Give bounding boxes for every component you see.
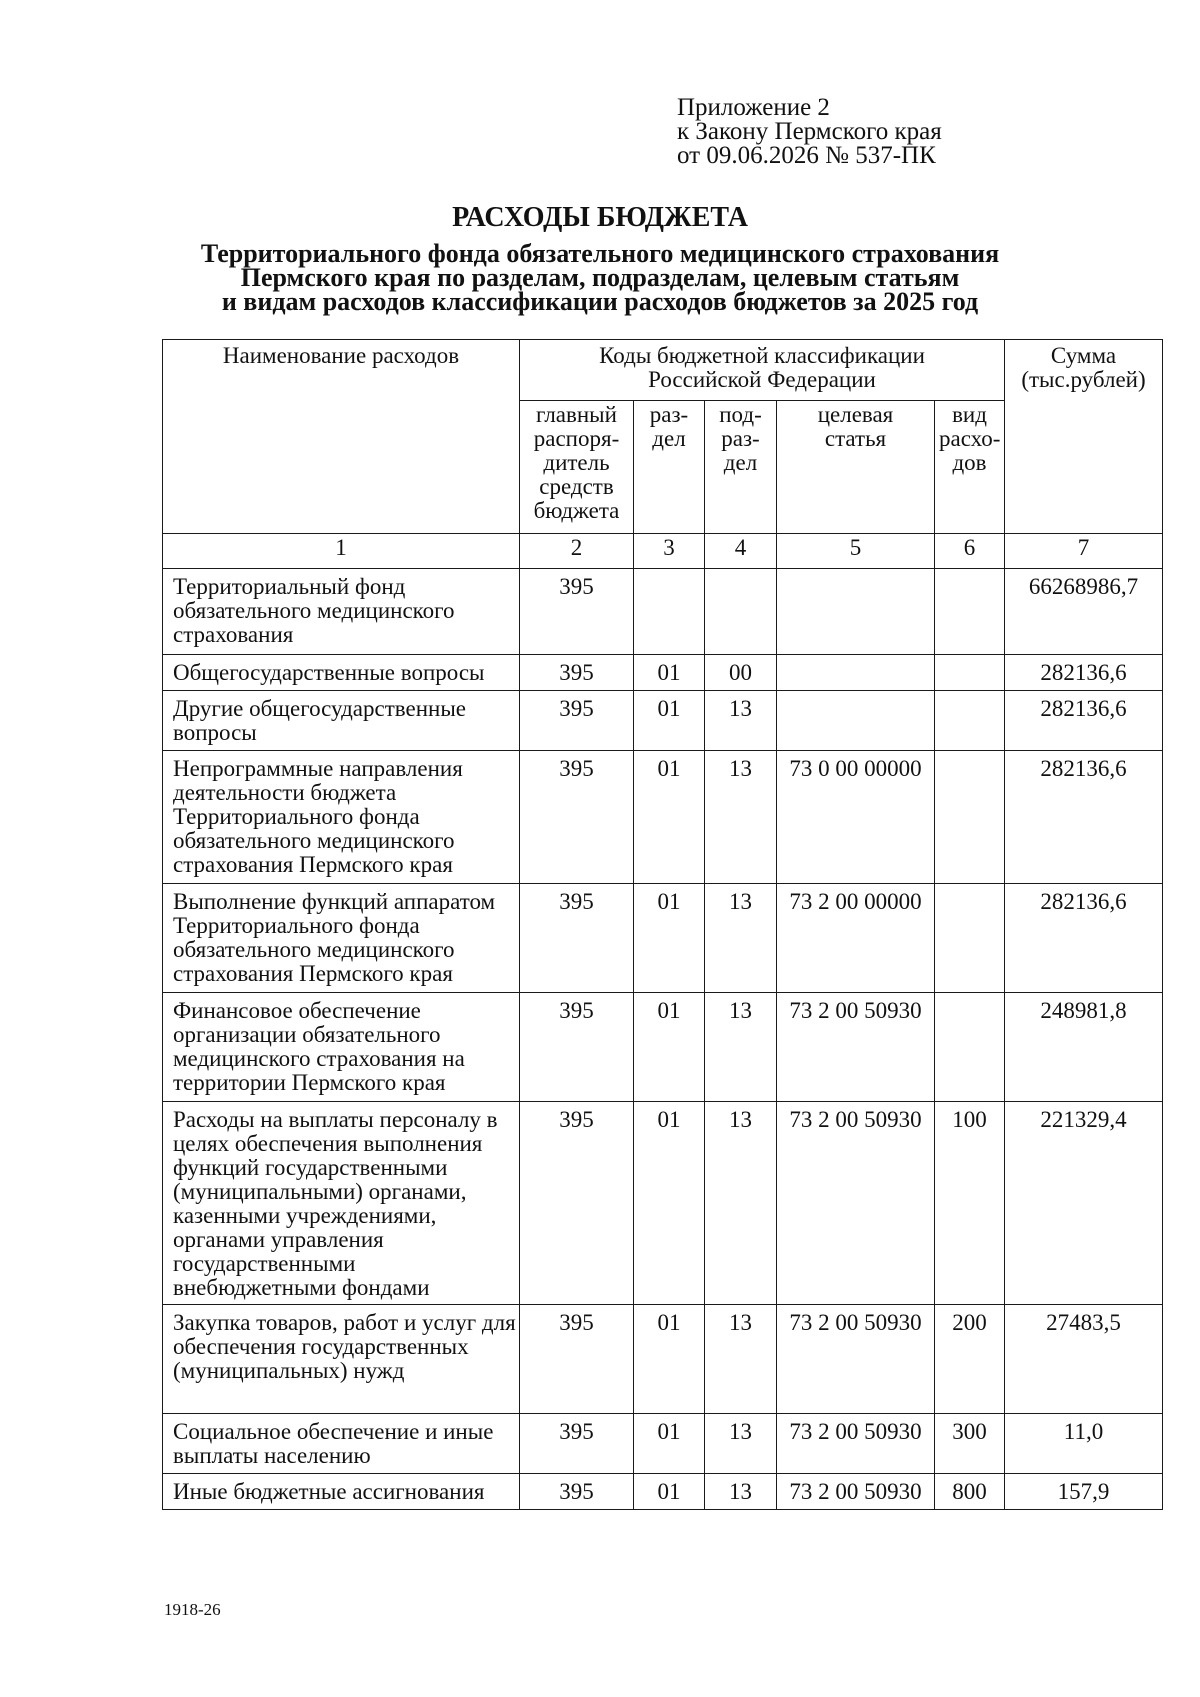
row-name: Финансовое обеспечение организации обязательного медицинского страхования на территории Пермского края xyxy=(163,993,520,1102)
appendix-line-3: от 09.06.2026 № 537-ПК xyxy=(677,142,936,169)
row-section: 01 xyxy=(634,751,705,884)
row-subsection: 13 xyxy=(705,1305,777,1414)
row-chief-manager: 395 xyxy=(520,1102,634,1305)
row-subsection: 13 xyxy=(705,691,777,751)
row-name: Социальное обеспечение и иные выплаты населению xyxy=(163,1414,520,1474)
subtitle-line-2: Пермского края по разделам, подразделам, целевым статьям xyxy=(240,263,960,292)
table-row xyxy=(163,1474,1163,1510)
column-number: 4 xyxy=(705,534,777,569)
row-expense-type: 300 xyxy=(935,1414,1005,1474)
row-expense-type: 200 xyxy=(935,1305,1005,1414)
row-subsection: 00 xyxy=(705,655,777,691)
row-target-article: 73 0 00 00000 xyxy=(777,751,935,884)
row-name: Выполнение функций аппаратом Территориального фонда обязательного медицинского страхования Пермского края xyxy=(163,884,520,993)
table-row xyxy=(163,1102,1163,1305)
column-number: 2 xyxy=(520,534,634,569)
document-subtitle xyxy=(0,239,1200,316)
header-codes-group: Коды бюджетной классификации Российской Федерации xyxy=(520,340,1005,401)
appendix-block xyxy=(677,96,942,168)
row-target-article: 73 2 00 50930 xyxy=(777,1414,935,1474)
row-name: Непрограммные направления деятельности бюджета Территориального фонда обязательного медицинского страхования Пермского края xyxy=(163,751,520,884)
column-number: 1 xyxy=(163,534,520,569)
row-sum: 248981,8 xyxy=(1005,993,1163,1102)
row-name: Закупка товаров, работ и услуг для обеспечения государственных (муниципальных) нужд xyxy=(163,1305,520,1414)
table-row xyxy=(163,655,1163,691)
row-sum: 282136,6 xyxy=(1005,691,1163,751)
row-target-article: 73 2 00 50930 xyxy=(777,993,935,1102)
row-chief-manager: 395 xyxy=(520,1414,634,1474)
budget-table xyxy=(162,339,1163,1510)
document-title: РАСХОДЫ БЮДЖЕТА xyxy=(452,202,748,233)
row-chief-manager: 395 xyxy=(520,569,634,655)
header-target-article: целевая статья xyxy=(777,401,935,534)
appendix-line-2: к Закону Пермского края xyxy=(677,118,942,145)
row-section: 01 xyxy=(634,993,705,1102)
row-target-article: 73 2 00 50930 xyxy=(777,1102,935,1305)
row-sum: 282136,6 xyxy=(1005,884,1163,993)
row-name: Общегосударственные вопросы xyxy=(163,655,520,691)
row-section xyxy=(634,569,705,655)
subtitle-line-1: Территориального фонда обязательного медицинского страхования xyxy=(200,239,1000,268)
row-target-article xyxy=(777,655,935,691)
subtitle-line-3: и видам расходов классификации расходов бюджетов за 2025 год xyxy=(221,287,979,316)
row-section: 01 xyxy=(634,1414,705,1474)
row-expense-type xyxy=(935,691,1005,751)
row-sum: 11,0 xyxy=(1005,1414,1163,1474)
row-sum: 282136,6 xyxy=(1005,655,1163,691)
row-sum: 282136,6 xyxy=(1005,751,1163,884)
row-subsection: 13 xyxy=(705,1102,777,1305)
table-row xyxy=(163,884,1163,993)
header-chief-manager: главный распоря-дитель средств бюджета xyxy=(520,401,634,534)
row-subsection xyxy=(705,569,777,655)
row-expense-type xyxy=(935,751,1005,884)
column-number: 6 xyxy=(935,534,1005,569)
row-expense-type xyxy=(935,993,1005,1102)
row-chief-manager: 395 xyxy=(520,993,634,1102)
row-name: Другие общегосударственные вопросы xyxy=(163,691,520,751)
column-number: 3 xyxy=(634,534,705,569)
row-name: Территориальный фонд обязательного медицинского страхования xyxy=(163,569,520,655)
header-name: Наименование расходов xyxy=(163,340,520,534)
row-subsection: 13 xyxy=(705,993,777,1102)
column-number: 7 xyxy=(1005,534,1163,569)
table-row xyxy=(163,1305,1163,1414)
row-chief-manager: 395 xyxy=(520,691,634,751)
row-subsection: 13 xyxy=(705,884,777,993)
table-row xyxy=(163,751,1163,884)
row-subsection: 13 xyxy=(705,751,777,884)
header-expense-type: вид расхо-дов xyxy=(935,401,1005,534)
row-section: 01 xyxy=(634,884,705,993)
row-section: 01 xyxy=(634,655,705,691)
row-target-article: 73 2 00 50930 xyxy=(777,1305,935,1414)
row-target-article xyxy=(777,691,935,751)
table-row xyxy=(163,691,1163,751)
row-expense-type: 800 xyxy=(935,1474,1005,1510)
row-target-article xyxy=(777,569,935,655)
row-expense-type: 100 xyxy=(935,1102,1005,1305)
row-sum: 157,9 xyxy=(1005,1474,1163,1510)
header-subsection: под-раз-дел xyxy=(705,401,777,534)
row-section: 01 xyxy=(634,1474,705,1510)
row-subsection: 13 xyxy=(705,1414,777,1474)
row-name: Расходы на выплаты персоналу в целях обеспечения выполнения функций государственными (муниципальными) органами, казенными учреждениями, органами управления государственными внебюджетными фондами xyxy=(163,1102,520,1305)
table-row xyxy=(163,993,1163,1102)
row-target-article: 73 2 00 50930 xyxy=(777,1474,935,1510)
row-section: 01 xyxy=(634,1102,705,1305)
row-chief-manager: 395 xyxy=(520,655,634,691)
table-row xyxy=(163,569,1163,655)
document-code: 1918-26 xyxy=(164,1600,221,1619)
row-chief-manager: 395 xyxy=(520,884,634,993)
row-subsection: 13 xyxy=(705,1474,777,1510)
row-sum: 221329,4 xyxy=(1005,1102,1163,1305)
row-expense-type xyxy=(935,569,1005,655)
row-expense-type xyxy=(935,884,1005,993)
row-chief-manager: 395 xyxy=(520,1305,634,1414)
row-sum: 66268986,7 xyxy=(1005,569,1163,655)
column-number: 5 xyxy=(777,534,935,569)
row-section: 01 xyxy=(634,1305,705,1414)
row-section: 01 xyxy=(634,691,705,751)
row-sum: 27483,5 xyxy=(1005,1305,1163,1414)
table-row xyxy=(163,1414,1163,1474)
row-target-article: 73 2 00 00000 xyxy=(777,884,935,993)
appendix-line-1: Приложение 2 xyxy=(677,94,830,121)
row-chief-manager: 395 xyxy=(520,751,634,884)
row-chief-manager: 395 xyxy=(520,1474,634,1510)
header-sum: Сумма (тыс.рублей) xyxy=(1005,340,1163,534)
header-section: раз-дел xyxy=(634,401,705,534)
row-name: Иные бюджетные ассигнования xyxy=(163,1474,520,1510)
row-expense-type xyxy=(935,655,1005,691)
